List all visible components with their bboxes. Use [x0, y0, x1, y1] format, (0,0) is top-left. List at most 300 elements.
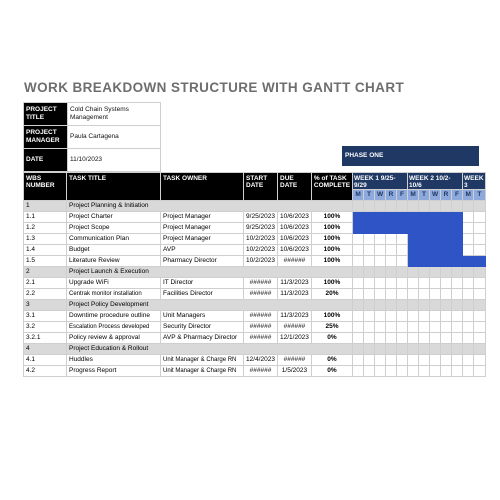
gantt-cell[interactable] — [375, 289, 386, 300]
gantt-cell[interactable] — [397, 344, 408, 355]
pct-complete[interactable]: 100% — [311, 223, 352, 234]
task-title[interactable]: Huddles — [67, 355, 161, 366]
task-owner[interactable]: Unit Manager & Charge RN — [161, 355, 244, 366]
gantt-cell[interactable] — [441, 300, 452, 311]
gantt-cell[interactable] — [430, 333, 441, 344]
pct-complete[interactable]: 100% — [311, 245, 352, 256]
category-row — [24, 344, 486, 355]
day-header: W — [375, 190, 386, 201]
gantt-bar-cell[interactable] — [419, 234, 430, 245]
gantt-cell[interactable] — [353, 344, 364, 355]
gantt-cell[interactable] — [375, 366, 386, 377]
project-title-value[interactable]: Cold Chain Systems Management — [68, 103, 161, 126]
gantt-cell[interactable] — [375, 267, 386, 278]
due-date[interactable]: 10/6/2023 — [278, 234, 312, 245]
gantt-cell[interactable] — [430, 311, 441, 322]
task-owner[interactable]: Pharmacy Director — [161, 256, 244, 267]
wbs-number[interactable]: 1.4 — [24, 245, 67, 256]
gantt-cell[interactable] — [430, 278, 441, 289]
wbs-number[interactable]: 3.2 — [24, 322, 67, 333]
gantt-cell[interactable] — [364, 245, 375, 256]
gantt-cell[interactable] — [375, 256, 386, 267]
due-date[interactable]: ###### — [278, 355, 312, 366]
task-title[interactable]: Literature Review — [67, 256, 161, 267]
week-1-header: WEEK 1 9/25-9/29 — [353, 173, 408, 190]
gantt-cell[interactable] — [364, 333, 375, 344]
gantt-cell[interactable] — [452, 278, 463, 289]
gantt-cell[interactable] — [386, 322, 397, 333]
gantt-cell[interactable] — [397, 333, 408, 344]
gantt-bar-cell[interactable] — [419, 245, 430, 256]
gantt-cell[interactable] — [463, 311, 474, 322]
gantt-cell[interactable] — [474, 201, 485, 212]
gantt-cell[interactable] — [353, 289, 364, 300]
gantt-bar-cell[interactable] — [386, 223, 397, 234]
gantt-cell[interactable] — [386, 355, 397, 366]
gantt-cell[interactable] — [397, 234, 408, 245]
gantt-bar-cell[interactable] — [430, 212, 441, 223]
gantt-cell[interactable] — [474, 366, 485, 377]
due-date[interactable]: 1/5/2023 — [278, 366, 312, 377]
gantt-cell[interactable] — [441, 289, 452, 300]
task-title[interactable]: Upgrade WiFi — [67, 278, 161, 289]
gantt-cell[interactable] — [397, 311, 408, 322]
wbs-number[interactable]: 3 — [24, 300, 67, 311]
gantt-cell[interactable] — [375, 322, 386, 333]
date-label: DATE — [24, 149, 68, 172]
gantt-cell[interactable] — [474, 333, 485, 344]
gantt-bar-cell[interactable] — [474, 256, 485, 267]
category-row — [24, 201, 486, 212]
gantt-bar-cell[interactable] — [408, 245, 419, 256]
start-date[interactable]: 10/2/2023 — [244, 245, 278, 256]
gantt-cell[interactable] — [441, 201, 452, 212]
task-row — [24, 366, 486, 377]
gantt-bar-cell[interactable] — [408, 256, 419, 267]
category-title[interactable]: Project Education & Rollout — [67, 344, 353, 355]
gantt-cell[interactable] — [419, 267, 430, 278]
gantt-bar-cell[interactable] — [441, 256, 452, 267]
gantt-cell[interactable] — [419, 366, 430, 377]
pct-complete[interactable]: 100% — [311, 234, 352, 245]
gantt-cell[interactable] — [419, 278, 430, 289]
gantt-bar-cell[interactable] — [430, 234, 441, 245]
gantt-bar-cell[interactable] — [430, 245, 441, 256]
task-title[interactable]: Downtime procedure outline — [67, 311, 161, 322]
pct-complete[interactable]: 0% — [311, 333, 352, 344]
gantt-cell[interactable] — [386, 201, 397, 212]
category-title[interactable]: Project Launch & Execution — [67, 267, 353, 278]
task-rows — [24, 201, 486, 377]
gantt-cell[interactable] — [408, 201, 419, 212]
task-owner[interactable]: Unit Manager & Charge RN — [161, 366, 244, 377]
gantt-bar-cell[interactable] — [386, 212, 397, 223]
gantt-cell[interactable] — [430, 267, 441, 278]
gantt-cell[interactable] — [408, 333, 419, 344]
due-date[interactable]: 12/1/2023 — [278, 333, 312, 344]
pct-complete[interactable]: 20% — [311, 289, 352, 300]
gantt-cell[interactable] — [430, 300, 441, 311]
gantt-cell[interactable] — [419, 289, 430, 300]
task-owner[interactable]: Unit Managers — [161, 311, 244, 322]
gantt-cell[interactable] — [408, 366, 419, 377]
gantt-cell[interactable] — [474, 278, 485, 289]
gantt-cell[interactable] — [375, 333, 386, 344]
wbs-number[interactable]: 3.1 — [24, 311, 67, 322]
gantt-bar-cell[interactable] — [441, 234, 452, 245]
due-date[interactable]: ###### — [278, 322, 312, 333]
gantt-cell[interactable] — [419, 344, 430, 355]
gantt-bar-cell[interactable] — [452, 212, 463, 223]
gantt-cell[interactable] — [430, 322, 441, 333]
gantt-bar-cell[interactable] — [408, 234, 419, 245]
gantt-cell[interactable] — [408, 355, 419, 366]
gantt-cell[interactable] — [452, 366, 463, 377]
wbs-number[interactable]: 1.5 — [24, 256, 67, 267]
gantt-bar-cell[interactable] — [375, 212, 386, 223]
gantt-bar-cell[interactable] — [397, 212, 408, 223]
gantt-cell[interactable] — [463, 300, 474, 311]
gantt-cell[interactable] — [463, 245, 474, 256]
gantt-cell[interactable] — [386, 289, 397, 300]
page-title: WORK BREAKDOWN STRUCTURE WITH GANTT CHART — [24, 80, 405, 95]
task-row — [24, 256, 486, 267]
pct-complete[interactable]: 100% — [311, 256, 352, 267]
category-title[interactable]: Project Policy Development — [67, 300, 353, 311]
gantt-cell[interactable] — [463, 366, 474, 377]
day-header: W — [430, 190, 441, 201]
gantt-cell[interactable] — [430, 344, 441, 355]
start-date[interactable]: ###### — [244, 311, 278, 322]
gantt-cell[interactable] — [397, 245, 408, 256]
gantt-cell[interactable] — [474, 355, 485, 366]
gantt-cell[interactable] — [463, 333, 474, 344]
task-owner[interactable]: Facilities Director — [161, 289, 244, 300]
gantt-cell[interactable] — [375, 355, 386, 366]
gantt-cell[interactable] — [408, 322, 419, 333]
gantt-cell[interactable] — [386, 234, 397, 245]
gantt-cell[interactable] — [397, 355, 408, 366]
pct-complete[interactable]: 0% — [311, 355, 352, 366]
task-title[interactable]: Communication Plan — [67, 234, 161, 245]
gantt-cell[interactable] — [386, 245, 397, 256]
gantt-cell[interactable] — [463, 234, 474, 245]
task-row — [24, 278, 486, 289]
wbs-number[interactable]: 4 — [24, 344, 67, 355]
gantt-cell[interactable] — [430, 355, 441, 366]
task-title[interactable]: Project Scope — [67, 223, 161, 234]
gantt-cell[interactable] — [375, 201, 386, 212]
gantt-cell[interactable] — [463, 212, 474, 223]
task-owner[interactable]: Security Director — [161, 322, 244, 333]
due-date[interactable]: 10/6/2023 — [278, 245, 312, 256]
gantt-cell[interactable] — [474, 344, 485, 355]
gantt-cell[interactable] — [463, 201, 474, 212]
start-date[interactable]: 10/2/2023 — [244, 256, 278, 267]
wbs-number[interactable]: 2 — [24, 267, 67, 278]
day-header: T — [474, 190, 485, 201]
gantt-cell[interactable] — [474, 311, 485, 322]
gantt-cell[interactable] — [474, 300, 485, 311]
gantt-bar-cell[interactable] — [463, 256, 474, 267]
gantt-cell[interactable] — [419, 355, 430, 366]
gantt-cell[interactable] — [463, 267, 474, 278]
pct-complete[interactable]: 100% — [311, 212, 352, 223]
gantt-cell[interactable] — [364, 344, 375, 355]
gantt-cell[interactable] — [353, 245, 364, 256]
wbs-number[interactable]: 1 — [24, 201, 67, 212]
gantt-bar-cell[interactable] — [408, 223, 419, 234]
gantt-cell[interactable] — [386, 333, 397, 344]
gantt-cell[interactable] — [353, 267, 364, 278]
wbs-number[interactable]: 4.2 — [24, 366, 67, 377]
gantt-cell[interactable] — [375, 245, 386, 256]
wbs-number[interactable]: 1.1 — [24, 212, 67, 223]
gantt-cell[interactable] — [364, 322, 375, 333]
task-owner[interactable]: AVP — [161, 245, 244, 256]
gantt-bar-cell[interactable] — [375, 223, 386, 234]
gantt-cell[interactable] — [353, 300, 364, 311]
task-owner[interactable]: Project Manager — [161, 223, 244, 234]
gantt-bar-cell[interactable] — [441, 223, 452, 234]
gantt-cell[interactable] — [463, 344, 474, 355]
gantt-cell[interactable] — [364, 267, 375, 278]
week-3-header: WEEK 3 — [463, 173, 486, 190]
gantt-bar-cell[interactable] — [452, 256, 463, 267]
gantt-cell[interactable] — [353, 278, 364, 289]
pct-complete[interactable]: 0% — [311, 366, 352, 377]
gantt-cell[interactable] — [353, 234, 364, 245]
gantt-cell[interactable] — [419, 201, 430, 212]
gantt-cell[interactable] — [375, 278, 386, 289]
task-title[interactable]: Budget — [67, 245, 161, 256]
gantt-cell[interactable] — [452, 344, 463, 355]
gantt-cell[interactable] — [408, 278, 419, 289]
gantt-cell[interactable] — [397, 289, 408, 300]
task-owner[interactable]: AVP & Pharmacy Director — [161, 333, 244, 344]
gantt-cell[interactable] — [419, 300, 430, 311]
gantt-cell[interactable] — [375, 311, 386, 322]
gantt-cell[interactable] — [474, 223, 485, 234]
task-title[interactable]: Project Charter — [67, 212, 161, 223]
gantt-bar-cell[interactable] — [452, 234, 463, 245]
gantt-cell[interactable] — [463, 322, 474, 333]
gantt-cell[interactable] — [386, 300, 397, 311]
gantt-cell[interactable] — [364, 300, 375, 311]
due-date[interactable]: 10/6/2023 — [278, 223, 312, 234]
gantt-cell[interactable] — [452, 201, 463, 212]
project-title-label: PROJECT TITLE — [24, 103, 68, 126]
gantt-cell[interactable] — [408, 311, 419, 322]
gantt-bar-cell[interactable] — [419, 256, 430, 267]
gantt-cell[interactable] — [441, 355, 452, 366]
gantt-cell[interactable] — [474, 267, 485, 278]
day-header: T — [364, 190, 375, 201]
due-date[interactable]: 11/3/2023 — [278, 278, 312, 289]
pct-complete[interactable]: 100% — [311, 278, 352, 289]
gantt-bar-cell[interactable] — [452, 245, 463, 256]
gantt-bar-cell[interactable] — [353, 212, 364, 223]
due-date[interactable]: ###### — [278, 256, 312, 267]
task-owner[interactable]: IT Director — [161, 278, 244, 289]
gantt-cell[interactable] — [397, 256, 408, 267]
gantt-cell[interactable] — [353, 366, 364, 377]
gantt-bar-cell[interactable] — [441, 212, 452, 223]
due-date[interactable]: 11/3/2023 — [278, 289, 312, 300]
gantt-cell[interactable] — [419, 333, 430, 344]
gantt-bar-cell[interactable] — [430, 256, 441, 267]
gantt-cell[interactable] — [441, 322, 452, 333]
gantt-cell[interactable] — [452, 333, 463, 344]
wbs-number[interactable]: 1.2 — [24, 223, 67, 234]
start-date[interactable]: ###### — [244, 289, 278, 300]
category-title[interactable]: Project Planning & Initiation — [67, 201, 353, 212]
wbs-number[interactable]: 2.2 — [24, 289, 67, 300]
start-date[interactable]: ###### — [244, 366, 278, 377]
due-date[interactable]: 11/3/2023 — [278, 311, 312, 322]
category-row — [24, 267, 486, 278]
gantt-cell[interactable] — [474, 245, 485, 256]
gantt-bar-cell[interactable] — [419, 223, 430, 234]
gantt-bar-cell[interactable] — [364, 212, 375, 223]
gantt-cell[interactable] — [441, 267, 452, 278]
pct-complete[interactable]: 100% — [311, 311, 352, 322]
start-date[interactable]: 9/25/2023 — [244, 212, 278, 223]
gantt-cell[interactable] — [353, 322, 364, 333]
day-header: M — [408, 190, 419, 201]
gantt-cell[interactable] — [441, 278, 452, 289]
start-date[interactable]: 12/4/2023 — [244, 355, 278, 366]
gantt-cell[interactable] — [474, 212, 485, 223]
gantt-cell[interactable] — [463, 289, 474, 300]
task-title[interactable]: Progress Report — [67, 366, 161, 377]
task-title[interactable]: Escalation Process developed — [67, 322, 161, 333]
col-header-due-date: DUE DATE — [278, 173, 312, 201]
gantt-bar-cell[interactable] — [408, 212, 419, 223]
gantt-cell[interactable] — [353, 256, 364, 267]
start-date[interactable]: ###### — [244, 278, 278, 289]
gantt-cell[interactable] — [353, 333, 364, 344]
gantt-bar-cell[interactable] — [441, 245, 452, 256]
gantt-cell[interactable] — [386, 311, 397, 322]
wbs-number[interactable]: 2.1 — [24, 278, 67, 289]
gantt-cell[interactable] — [364, 278, 375, 289]
gantt-cell[interactable] — [441, 344, 452, 355]
gantt-cell[interactable] — [364, 311, 375, 322]
gantt-cell[interactable] — [386, 366, 397, 377]
gantt-cell[interactable] — [397, 278, 408, 289]
gantt-cell[interactable] — [386, 278, 397, 289]
wbs-number[interactable]: 1.3 — [24, 234, 67, 245]
gantt-cell[interactable] — [452, 289, 463, 300]
gantt-cell[interactable] — [463, 223, 474, 234]
gantt-cell[interactable] — [386, 267, 397, 278]
gantt-cell[interactable] — [452, 322, 463, 333]
gantt-bar-cell[interactable] — [353, 223, 364, 234]
gantt-cell[interactable] — [408, 267, 419, 278]
gantt-cell[interactable] — [364, 355, 375, 366]
gantt-cell[interactable] — [474, 322, 485, 333]
gantt-cell[interactable] — [397, 366, 408, 377]
gantt-cell[interactable] — [364, 289, 375, 300]
phase-header[interactable]: PHASE ONE — [342, 146, 479, 166]
gantt-cell[interactable] — [430, 289, 441, 300]
start-date[interactable]: ###### — [244, 322, 278, 333]
task-owner[interactable]: Project Manager — [161, 234, 244, 245]
gantt-cell[interactable] — [463, 278, 474, 289]
gantt-cell[interactable] — [397, 300, 408, 311]
gantt-cell[interactable] — [419, 322, 430, 333]
gantt-cell[interactable] — [375, 234, 386, 245]
task-row — [24, 333, 486, 344]
gantt-cell[interactable] — [452, 300, 463, 311]
gantt-bar-cell[interactable] — [419, 212, 430, 223]
gantt-cell[interactable] — [397, 201, 408, 212]
gantt-cell[interactable] — [353, 311, 364, 322]
wbs-number[interactable]: 3.2.1 — [24, 333, 67, 344]
gantt-cell[interactable] — [441, 311, 452, 322]
gantt-cell[interactable] — [452, 311, 463, 322]
pct-complete[interactable]: 25% — [311, 322, 352, 333]
gantt-cell[interactable] — [397, 267, 408, 278]
gantt-cell[interactable] — [364, 234, 375, 245]
start-date[interactable]: ###### — [244, 333, 278, 344]
gantt-cell[interactable] — [441, 333, 452, 344]
wbs-number[interactable]: 4.1 — [24, 355, 67, 366]
gantt-cell[interactable] — [375, 344, 386, 355]
date-value[interactable]: 11/10/2023 — [68, 149, 161, 172]
task-owner[interactable]: Project Manager — [161, 212, 244, 223]
day-header: T — [419, 190, 430, 201]
day-header: F — [397, 190, 408, 201]
gantt-bar-cell[interactable] — [430, 223, 441, 234]
gantt-cell[interactable] — [386, 256, 397, 267]
gantt-cell[interactable] — [452, 355, 463, 366]
gantt-bar-cell[interactable] — [397, 223, 408, 234]
gantt-cell[interactable] — [430, 201, 441, 212]
project-info-table — [23, 102, 161, 172]
task-title[interactable]: Centrak monitor installation — [67, 289, 161, 300]
start-date[interactable]: 10/2/2023 — [244, 234, 278, 245]
gantt-cell[interactable] — [386, 344, 397, 355]
gantt-bar-cell[interactable] — [364, 223, 375, 234]
gantt-cell[interactable] — [474, 234, 485, 245]
gantt-cell[interactable] — [408, 289, 419, 300]
start-date[interactable]: 9/25/2023 — [244, 223, 278, 234]
gantt-bar-cell[interactable] — [452, 223, 463, 234]
gantt-cell[interactable] — [463, 355, 474, 366]
gantt-cell[interactable] — [430, 366, 441, 377]
task-row — [24, 234, 486, 245]
project-manager-value[interactable]: Paula Cartagena — [68, 126, 161, 149]
gantt-cell[interactable] — [364, 201, 375, 212]
task-row — [24, 289, 486, 300]
gantt-cell[interactable] — [353, 355, 364, 366]
gantt-cell[interactable] — [441, 366, 452, 377]
gantt-cell[interactable] — [408, 300, 419, 311]
gantt-cell[interactable] — [375, 300, 386, 311]
gantt-cell[interactable] — [419, 311, 430, 322]
gantt-cell[interactable] — [474, 289, 485, 300]
task-title[interactable]: Policy review & approval — [67, 333, 161, 344]
gantt-cell[interactable] — [397, 322, 408, 333]
gantt-cell[interactable] — [353, 201, 364, 212]
gantt-cell[interactable] — [364, 366, 375, 377]
due-date[interactable]: 10/6/2023 — [278, 212, 312, 223]
gantt-cell[interactable] — [408, 344, 419, 355]
gantt-cell[interactable] — [452, 267, 463, 278]
gantt-cell[interactable] — [364, 256, 375, 267]
